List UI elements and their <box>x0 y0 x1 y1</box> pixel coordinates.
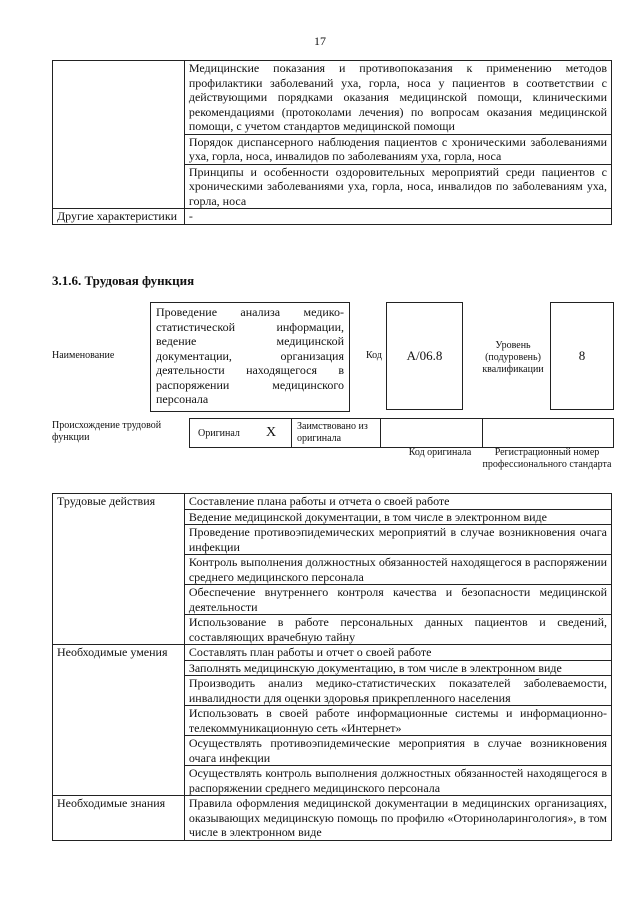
row-text: Правила оформления медицинской документации в медицинских организациях, оказывающих медицинскую помощь по профилю «Оториноларингология», в том числе в электронном виде <box>184 796 611 841</box>
divider <box>291 419 292 447</box>
row-text: Составление плана работы и отчета о своей работе <box>184 494 611 510</box>
name-value: Проведение анализа медико-статистической информации, ведение медицинской документации, организация деятельности находящегося в распоряжении медицинского персонала <box>150 302 350 412</box>
original-mark: X <box>266 425 277 440</box>
origin-label: Происхождение трудовой функции <box>52 420 162 443</box>
table-row <box>53 796 612 841</box>
row-text: Осуществлять противоэпидемические мероприятия в случае возникновения очага инфекции <box>184 736 611 766</box>
group-label: Необходимые знания <box>53 796 185 841</box>
code-value: A/06.8 <box>386 302 463 410</box>
table-row <box>53 494 612 510</box>
level-label: Уровень (подуровень) квалификации <box>482 340 544 375</box>
row-text: - <box>184 209 611 225</box>
row-text: Заполнять медицинскую документацию, в том числе в электронном виде <box>184 660 611 676</box>
row-text: Проведение противоэпидемических мероприятий в случае возникновения очага инфекции <box>184 525 611 555</box>
row-text: Производить анализ медико-статистических показателей заболеваемости, инвалидности для оценки здоровья прикрепленного населения <box>184 676 611 706</box>
row-text: Порядок диспансерного наблюдения пациентов с хроническими заболеваниями уха, горла, носа, инвалидов по заболеваниям уха, горла, носа <box>184 134 611 164</box>
divider <box>380 419 381 447</box>
group-label: Необходимые умения <box>53 645 185 796</box>
row-text: Составлять план работы и отчет о своей работе <box>184 645 611 661</box>
row-text: Медицинские показания и противопоказания к применению методов профилактики заболеваний уха, горла, носа у пациентов в соответствии с действующими порядками оказания медицинской помощи, клиническими рекомендациями (протоколами лечения) по вопросам оказания медицинской помощи, с учетом стандартов медицинской помощи <box>184 61 611 135</box>
table-row <box>53 61 612 135</box>
name-label: Наименование <box>52 350 115 361</box>
reg-number-label: Регистрационный номер профессионального стандарта <box>482 447 612 470</box>
row-text: Использование в работе персональных данных пациентов и сведений, составляющих врачебную тайну <box>184 615 611 645</box>
code-original-label: Код оригинала <box>408 447 472 458</box>
row-text: Обеспечение внутреннего контроля качества и безопасности медицинской деятельности <box>184 585 611 615</box>
row-text: Осуществлять контроль выполнения должностных обязанностей находящегося в распоряжении среднего медицинского персонала <box>184 766 611 796</box>
table-row <box>53 645 612 661</box>
row-text: Ведение медицинской документации, в том числе в электронном виде <box>184 509 611 525</box>
divider <box>482 419 483 447</box>
level-value: 8 <box>550 302 614 410</box>
page-number: 17 <box>314 34 326 48</box>
row-text: Использовать в своей работе информационные системы и информационно-телекоммуникационную сеть «Интернет» <box>184 706 611 736</box>
original-label: Оригинал <box>198 428 240 439</box>
top-table <box>52 60 612 225</box>
row-text: Принципы и особенности оздоровительных мероприятий среди пациентов с хроническими заболеваниями уха, горла, носа, инвалидов по заболеваниям уха, горла, носа <box>184 164 611 209</box>
code-label: Код <box>366 350 382 361</box>
section-heading: 3.1.6. Трудовая функция <box>52 273 195 288</box>
borrowed-label: Заимствовано из оригинала <box>297 421 368 444</box>
row-text: Контроль выполнения должностных обязанностей находящегося в распоряжении среднего медицинского персонала <box>184 555 611 585</box>
row-label: Другие характеристики <box>53 209 185 225</box>
group-label: Трудовые действия <box>53 494 185 645</box>
row-label <box>53 61 185 209</box>
table-row <box>53 209 612 225</box>
main-table <box>52 493 612 841</box>
origin-box <box>189 418 614 448</box>
